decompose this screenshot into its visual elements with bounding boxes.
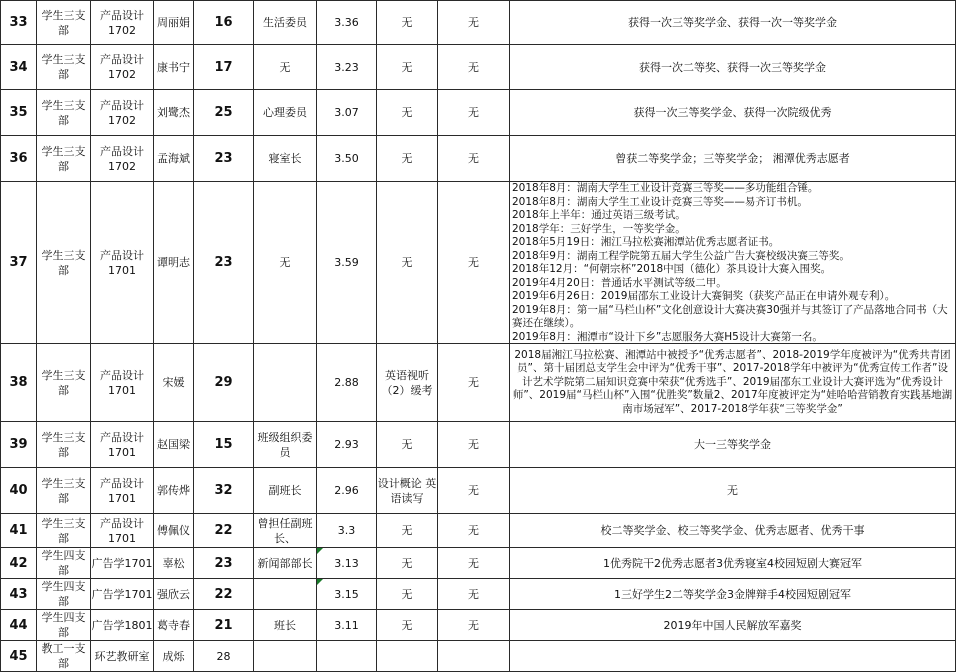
score-value: 22 (194, 579, 254, 610)
class-name: 产品设计1701 (91, 344, 154, 422)
party-branch: 学生三支部 (37, 182, 91, 344)
awards-cell (510, 641, 956, 672)
score-value: 23 (194, 182, 254, 344)
table-row (1, 422, 956, 468)
score-value: 32 (194, 468, 254, 514)
row-number: 37 (1, 182, 37, 344)
class-name: 产品设计1702 (91, 136, 154, 182)
gpa-value (317, 641, 377, 672)
punishment: 无 (438, 468, 510, 514)
row-number: 45 (1, 641, 37, 672)
table-row (1, 641, 956, 672)
awards-cell: 获得一次三等奖学金、获得一次院级优秀 (510, 90, 956, 136)
gpa-value: 2.96 (317, 468, 377, 514)
party-branch: 学生三支部 (37, 344, 91, 422)
position: 副班长 (254, 468, 317, 514)
punishment: 无 (438, 422, 510, 468)
table-row (1, 548, 956, 579)
table-row (1, 579, 956, 610)
student-name: 宋媛 (154, 344, 194, 422)
score-value: 25 (194, 90, 254, 136)
position (254, 641, 317, 672)
failed-course: 英语视听（2）缓考 (377, 344, 438, 422)
punishment: 无 (438, 45, 510, 90)
failed-course (377, 641, 438, 672)
row-number: 38 (1, 344, 37, 422)
failed-course: 无 (377, 610, 438, 641)
award-line: 2018年5月19日：湘江马拉松赛湘潭站优秀志愿者证书。 (512, 236, 780, 248)
party-branch: 学生三支部 (37, 45, 91, 90)
row-number: 40 (1, 468, 37, 514)
score-value: 28 (194, 641, 254, 672)
student-name: 傅佩仪 (154, 514, 194, 548)
row-number: 44 (1, 610, 37, 641)
failed-course: 无 (377, 182, 438, 344)
position (254, 579, 317, 610)
punishment: 无 (438, 548, 510, 579)
awards-cell: 1优秀院干2优秀志愿者3优秀寝室4校园短剧大赛冠军 (510, 548, 956, 579)
class-name: 广告学1701 (91, 579, 154, 610)
table-row (1, 468, 956, 514)
punishment: 无 (438, 610, 510, 641)
gpa-value: 3.50 (317, 136, 377, 182)
award-line: 2018年上半年：通过英语三级考试。 (512, 209, 686, 221)
class-name: 产品设计1701 (91, 468, 154, 514)
table-row (1, 45, 956, 90)
award-line: 2018学年：三好学生，一等奖学金。 (512, 222, 686, 235)
party-branch: 学生三支部 (37, 422, 91, 468)
award-line: 2019年6月26日：2019届邵东工业设计大赛铜奖（获奖产品正在申请外观专利）。 (512, 290, 896, 302)
row-number: 36 (1, 136, 37, 182)
awards-cell: 曾获二等奖学金；三等奖学金； 湘潭优秀志愿者 (510, 136, 956, 182)
position: 心理委员 (254, 90, 317, 136)
award-line: 2018年8月：湖南大学生工业设计竞赛三等奖——多功能组合锤。 (512, 182, 819, 194)
failed-course: 无 (377, 579, 438, 610)
table-row (1, 344, 956, 422)
awards-cell: 获得一次三等奖学金、获得一次一等奖学金 (510, 1, 956, 45)
row-number: 33 (1, 1, 37, 45)
class-name: 产品设计1701 (91, 182, 154, 344)
punishment: 无 (438, 514, 510, 548)
award-line: 2019年4月20日：普通话水平测试等级二甲。 (512, 276, 727, 289)
comment-marker-icon (317, 548, 323, 554)
position: 曾担任副班长、 (254, 514, 317, 548)
row-number: 42 (1, 548, 37, 579)
gpa-value: 3.15 (317, 579, 377, 610)
position: 班长 (254, 610, 317, 641)
class-name: 广告学1701 (91, 548, 154, 579)
failed-course: 无 (377, 422, 438, 468)
party-branch: 学生四支部 (37, 610, 91, 641)
awards-cell: 1三好学生2二等奖学金3金牌辩手4校园短剧冠军 (510, 579, 956, 610)
failed-course: 无 (377, 45, 438, 90)
score-value: 17 (194, 45, 254, 90)
table-row (1, 1, 956, 45)
score-value: 16 (194, 1, 254, 45)
failed-course: 设计概论 英语读写 (377, 468, 438, 514)
score-value: 29 (194, 344, 254, 422)
gpa-value: 3.3 (317, 514, 377, 548)
failed-course: 无 (377, 548, 438, 579)
party-branch: 教工一支部 (37, 641, 91, 672)
awards-cell: 获得一次二等奖、获得一次三等奖学金 (510, 45, 956, 90)
table-row (1, 90, 956, 136)
failed-course: 无 (377, 136, 438, 182)
student-name: 谭明志 (154, 182, 194, 344)
position (254, 344, 317, 422)
gpa-value: 3.23 (317, 45, 377, 90)
awards-cell (510, 182, 956, 344)
party-branch: 学生三支部 (37, 468, 91, 514)
student-name: 康书宁 (154, 45, 194, 90)
score-value: 23 (194, 548, 254, 579)
class-name: 广告学1801 (91, 610, 154, 641)
failed-course: 无 (377, 514, 438, 548)
student-name: 赵国梁 (154, 422, 194, 468)
failed-course: 无 (377, 1, 438, 45)
gpa-value: 3.07 (317, 90, 377, 136)
award-line: 2018年8月：湖南大学生工业设计竞赛三等奖——易齐订书机。 (512, 195, 808, 208)
party-branch: 学生三支部 (37, 514, 91, 548)
student-name: 成烁 (154, 641, 194, 672)
row-number: 41 (1, 514, 37, 548)
gpa-value: 2.93 (317, 422, 377, 468)
score-value: 23 (194, 136, 254, 182)
class-name: 产品设计1701 (91, 514, 154, 548)
punishment: 无 (438, 136, 510, 182)
awards-cell: 2019年中国人民解放军嘉奖 (510, 610, 956, 641)
failed-course: 无 (377, 90, 438, 136)
award-line: 2019年8月：第一届“马栏山杯”文化创意设计大赛决赛30强并与其签订了产品落地合同书（大赛还在继续）。 (512, 303, 948, 329)
row-number: 34 (1, 45, 37, 90)
table-row (1, 182, 956, 344)
gpa-value: 3.13 (317, 548, 377, 579)
punishment: 无 (438, 344, 510, 422)
position: 新闻部部长 (254, 548, 317, 579)
award-line: 2019年8月：湘潭市“设计下乡”志愿服务大赛H5设计大赛第一名。 (512, 330, 823, 342)
awards-cell: 大一三等奖学金 (510, 422, 956, 468)
position: 生活委员 (254, 1, 317, 45)
position: 寝室长 (254, 136, 317, 182)
row-number: 43 (1, 579, 37, 610)
position: 无 (254, 45, 317, 90)
row-number: 39 (1, 422, 37, 468)
student-name: 郭传烨 (154, 468, 194, 514)
award-line: 2018年9月：湖南工程学院第五届大学生公益广告大赛校级决赛三等奖。 (512, 249, 850, 262)
party-branch: 学生三支部 (37, 136, 91, 182)
row-number: 35 (1, 90, 37, 136)
gpa-value: 3.11 (317, 610, 377, 641)
student-name: 孟海斌 (154, 136, 194, 182)
award-line: 2018年12月：“何朝宗杯”2018中国（德化）茶具设计大赛入围奖。 (512, 263, 832, 275)
table-row (1, 514, 956, 548)
party-branch: 学生三支部 (37, 90, 91, 136)
awards-cell: 无 (510, 468, 956, 514)
gpa-value: 3.59 (317, 182, 377, 344)
student-name: 刘鹭杰 (154, 90, 194, 136)
class-name: 产品设计1702 (91, 45, 154, 90)
table-row (1, 136, 956, 182)
position: 班级组织委员 (254, 422, 317, 468)
table-row (1, 610, 956, 641)
class-name: 产品设计1702 (91, 1, 154, 45)
punishment: 无 (438, 90, 510, 136)
party-branch: 学生三支部 (37, 1, 91, 45)
class-name: 环艺教研室 (91, 641, 154, 672)
class-name: 产品设计1702 (91, 90, 154, 136)
score-value: 22 (194, 514, 254, 548)
party-branch: 学生四支部 (37, 548, 91, 579)
comment-marker-icon (317, 579, 323, 585)
awards-cell: 2018届湘江马拉松赛、湘潭站中被授予“优秀志愿者”、2018-2019学年度被评为“优秀共青团员”、第十届团总支学生会中评为“优秀干事”、2017-2018学年中被评为“优秀宣传工作者”设计艺术学院第二届知识竞赛中荣获“优秀选手”、2019届邵东工业设计大赛评选为“优秀设计师”、2019届“马栏山杯”入围“优胜奖”数量2、2017年度被评定为“娃哈哈营销教育实践基地湖南市场冠军”、2017-2018学年获“三等奖学金” (510, 344, 956, 422)
punishment: 无 (438, 1, 510, 45)
student-name: 周丽娟 (154, 1, 194, 45)
class-name: 产品设计1701 (91, 422, 154, 468)
score-value: 15 (194, 422, 254, 468)
student-name: 葛寺春 (154, 610, 194, 641)
punishment (438, 641, 510, 672)
student-name: 强欣云 (154, 579, 194, 610)
gpa-value: 3.36 (317, 1, 377, 45)
punishment: 无 (438, 182, 510, 344)
gpa-value: 2.88 (317, 344, 377, 422)
punishment: 无 (438, 579, 510, 610)
position: 无 (254, 182, 317, 344)
student-name: 辜松 (154, 548, 194, 579)
awards-cell: 校二等奖学金、校三等奖学金、优秀志愿者、优秀干事 (510, 514, 956, 548)
party-branch: 学生四支部 (37, 579, 91, 610)
score-value: 21 (194, 610, 254, 641)
